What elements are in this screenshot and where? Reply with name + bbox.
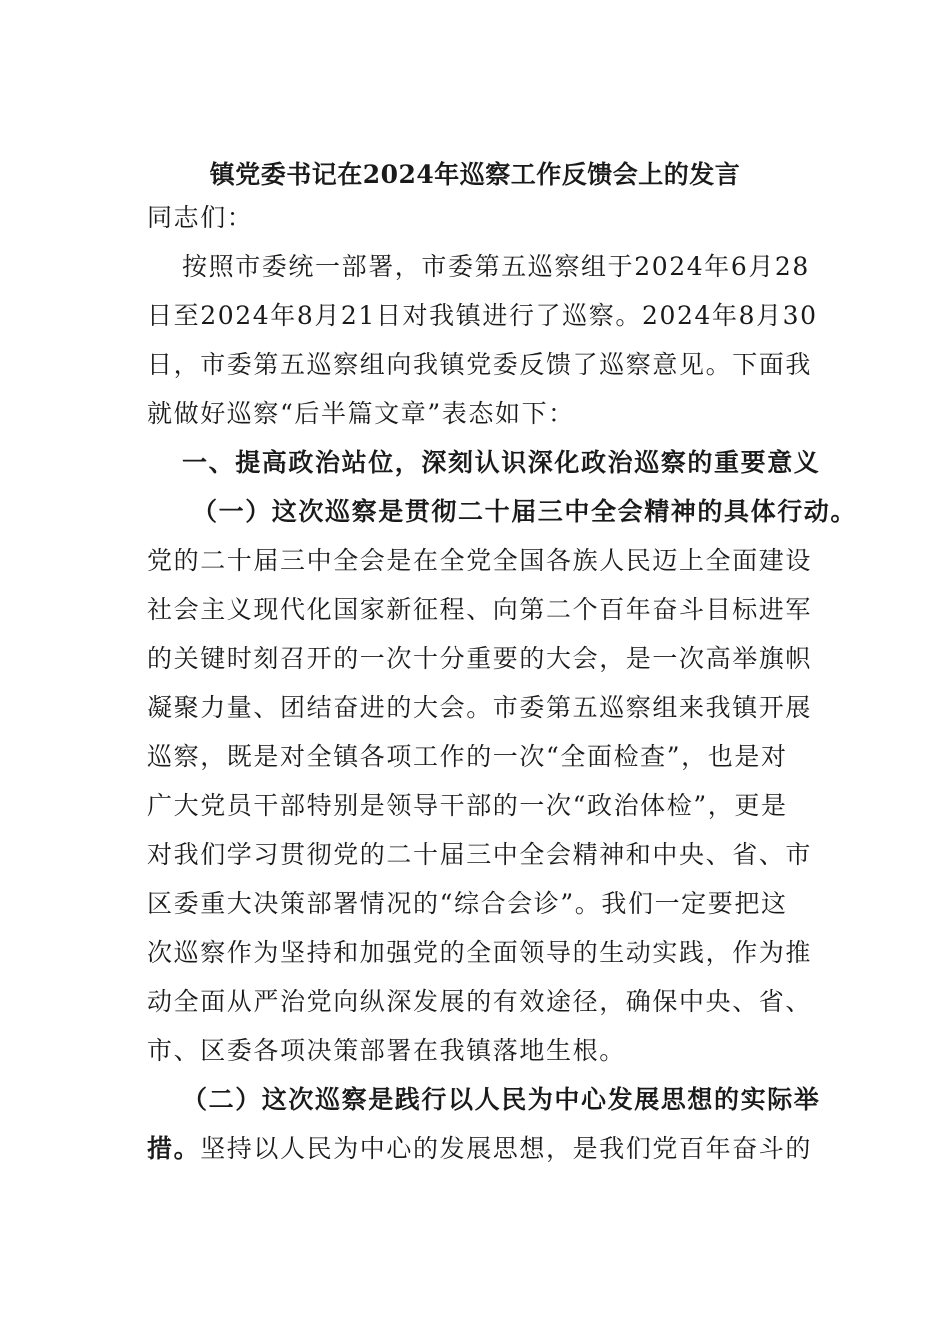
paragraph-line: 按照市委统一部署，市委第五巡察组于2024年6月28: [182, 252, 810, 281]
paragraph-line: 区委重大决策部署情况的“综合会诊”。我们一定要把这: [147, 889, 788, 918]
subsection-heading-tail: 措。: [147, 1134, 201, 1163]
subsection-heading: （一）这次巡察是贯彻二十届三中全会精神的具体行动。: [192, 497, 858, 526]
paragraph-line: 动全面从严治党向纵深发展的有效途径，确保中央、省、: [147, 987, 813, 1016]
paragraph-line: 凝聚力量、团结奋进的大会。市委第五巡察组来我镇开展: [147, 693, 813, 722]
subsection-heading: （二）这次巡察是践行以人民为中心发展思想的实际举: [182, 1085, 821, 1114]
paragraph-line: 的关键时刻召开的一次十分重要的大会，是一次高举旗帜: [147, 644, 813, 673]
paragraph-line: 次巡察作为坚持和加强党的全面领导的生动实践，作为推: [147, 938, 813, 967]
paragraph-line: 巡察，既是对全镇各项工作的一次“全面检查”，也是对: [147, 742, 788, 771]
section-heading: 一、提高政治站位，深刻认识深化政治巡察的重要意义: [182, 448, 821, 477]
document-title: 镇党委书记在2024年巡察工作反馈会上的发言: [209, 160, 741, 189]
paragraph-line: 就做好巡察“后半篇文章”表态如下：: [147, 399, 575, 428]
paragraph-text: 坚持以人民为中心的发展思想，是我们党百年奋斗的: [200, 1134, 813, 1163]
salutation: 同志们：: [147, 203, 254, 232]
paragraph-line: 日，市委第五巡察组向我镇党委反馈了巡察意见。下面我: [147, 350, 813, 379]
paragraph-line: 日至2024年8月21日对我镇进行了巡察。2024年8月30: [147, 301, 818, 330]
paragraph-line: 社会主义现代化国家新征程、向第二个百年奋斗目标进军: [147, 595, 813, 624]
paragraph-line: 广大党员干部特别是领导干部的一次“政治体检”，更是: [147, 791, 788, 820]
paragraph-line: 对我们学习贯彻党的二十届三中全会精神和中央、省、市: [147, 840, 813, 869]
paragraph-line: 市、区委各项决策部署在我镇落地生根。: [147, 1036, 626, 1065]
paragraph-line: [147, 1124, 813, 1173]
document-body: [147, 193, 858, 1173]
paragraph-line: 党的二十届三中全会是在全党全国各族人民迈上全面建设: [147, 546, 813, 575]
